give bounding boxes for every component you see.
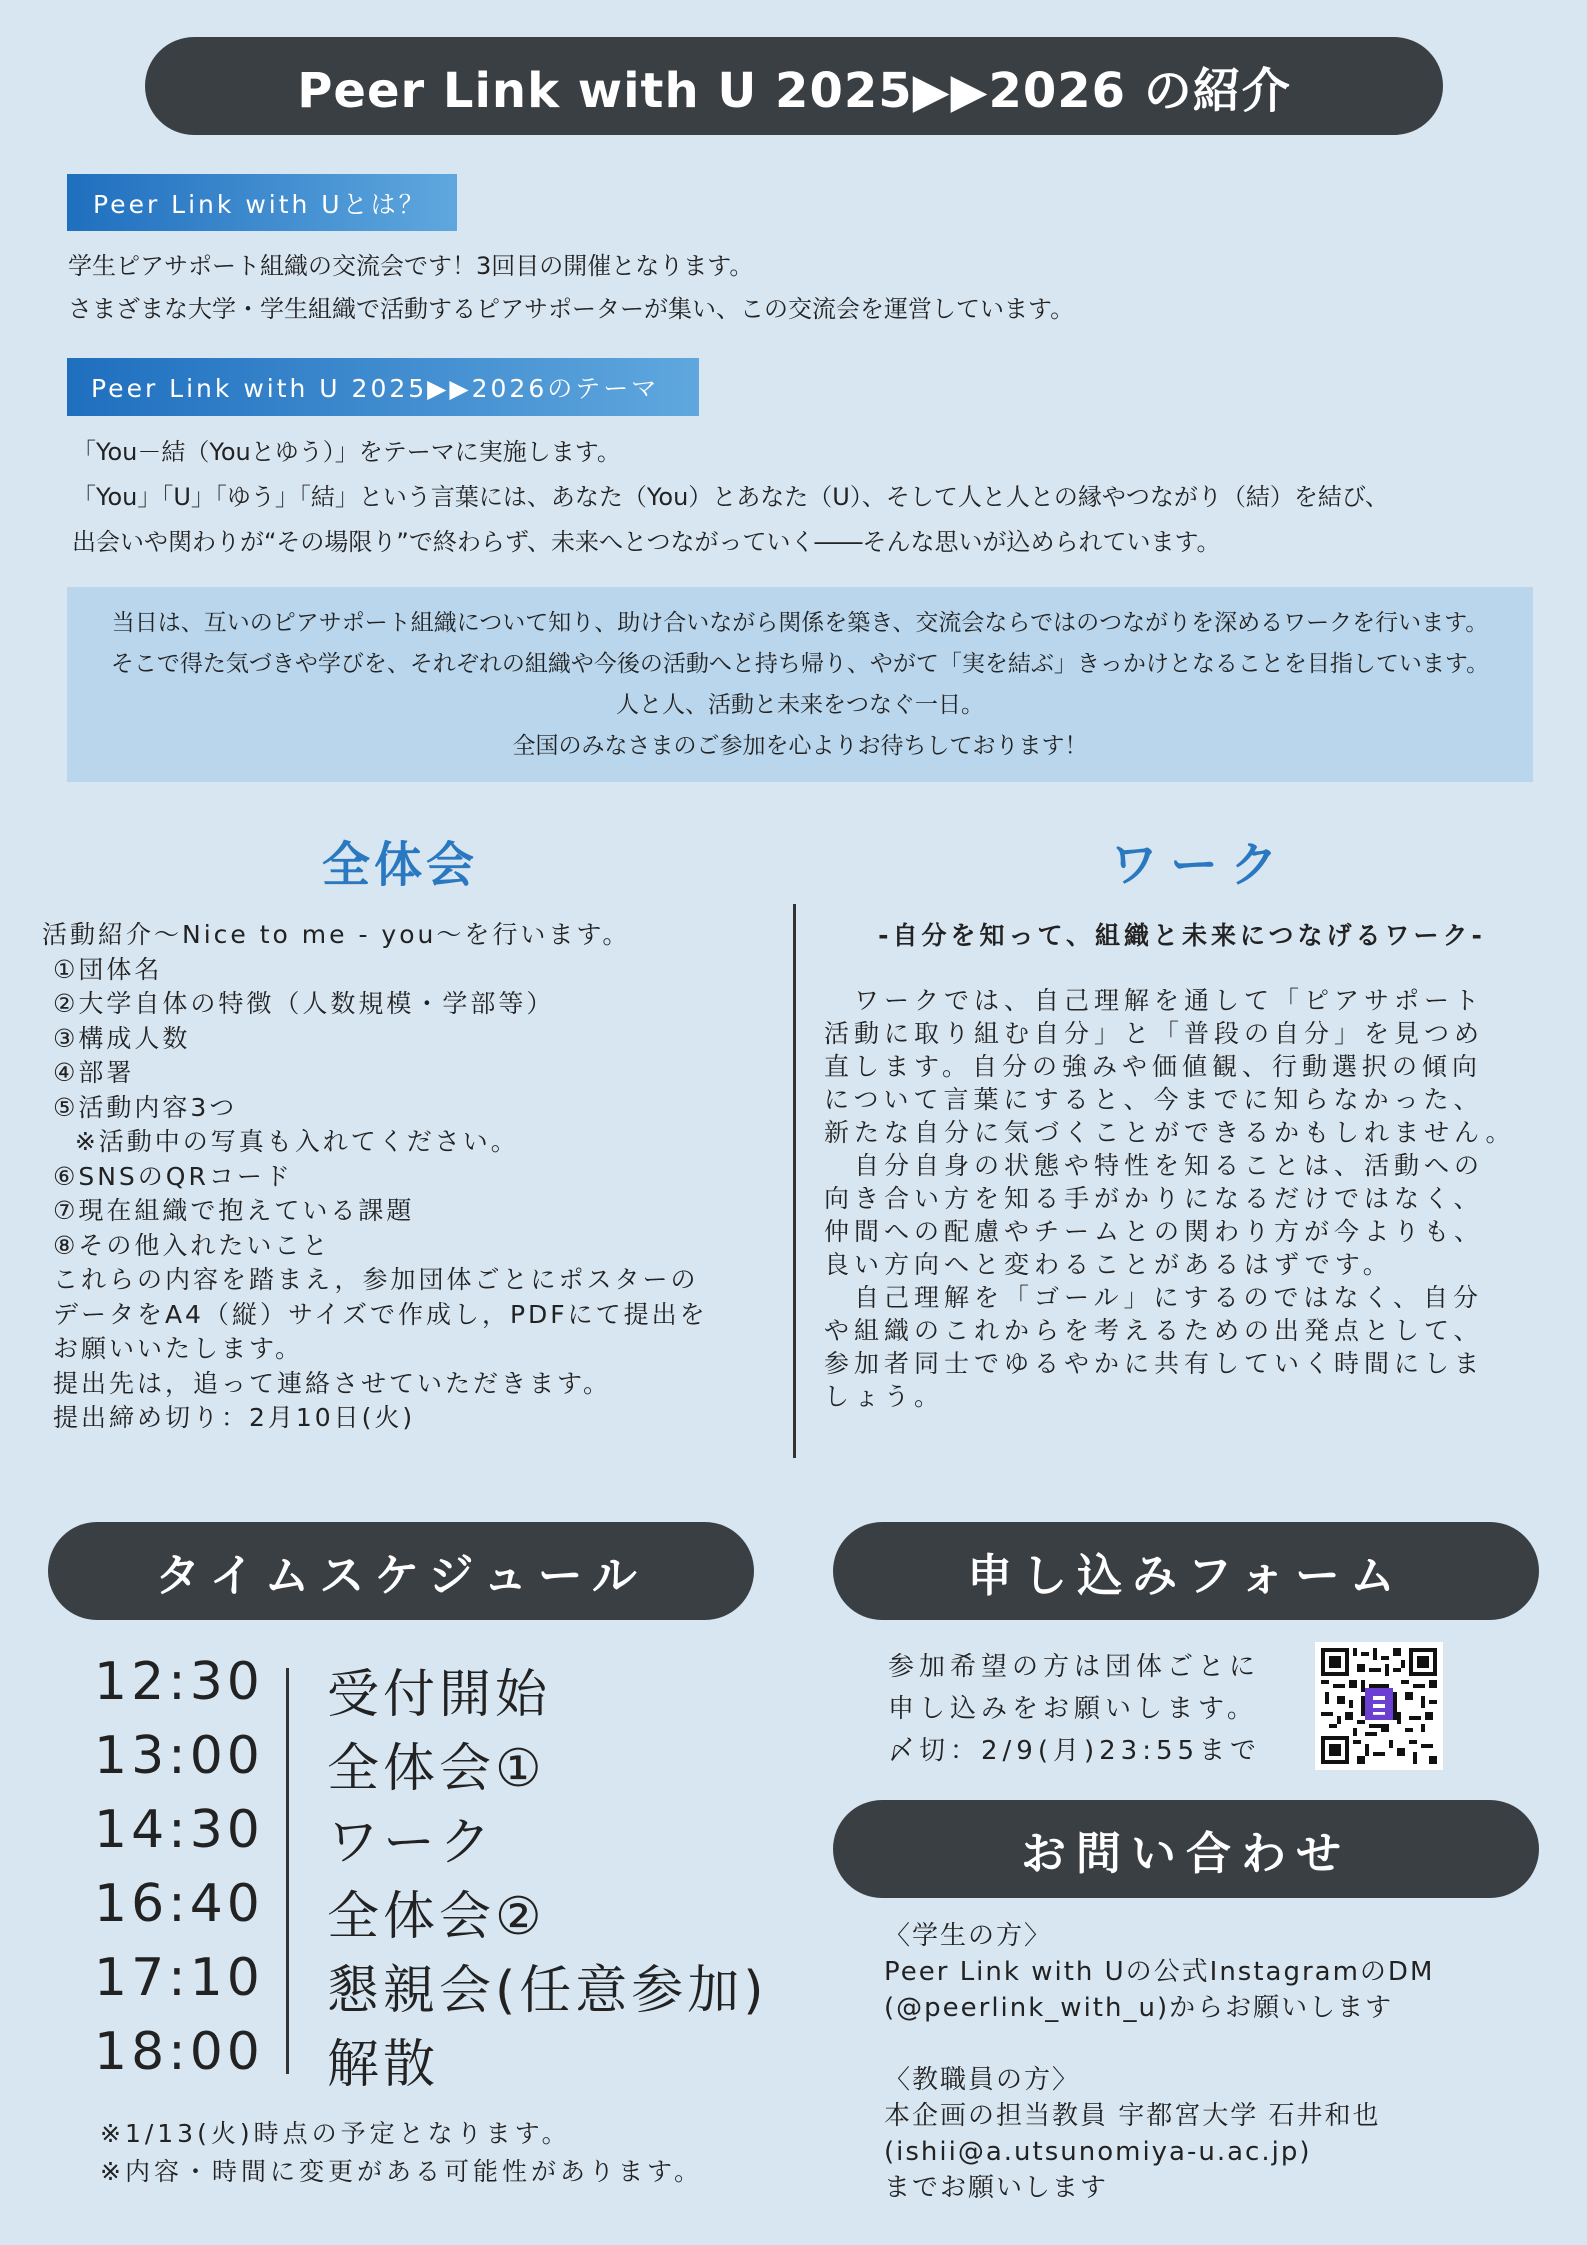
note-line: 人と人、活動と未来をつなぐ一日。 [616,691,984,718]
schedule-heading: タイムスケジュール [48,1522,754,1620]
work-subtitle: -自分を知って、組織と未来につなげるワーク- [878,921,1486,950]
general-description [42,918,802,1436]
about-tag: Peer Link with Uとは？ [67,174,457,231]
schedule-event: 受付開始 [327,1665,552,1725]
contact-heading: お問い合わせ [833,1800,1539,1898]
general-heading: 全体会 [321,837,478,893]
work-line: や組織のこれからを考えるための出発点として、 [824,1316,1484,1345]
work-line: 新たな自分に気づくことができるかもしれません。 [824,1118,1516,1147]
contact-line: (@peerlink_with_u)からお願いします [884,1993,1394,2023]
work-heading: ワーク [1109,837,1290,893]
form-heading: 申し込みフォーム [833,1522,1539,1620]
general-line: ⑥SNSのQRコード [42,1161,293,1191]
work-line: ワークでは、自己理解を通して「ピアサポート [824,986,1485,1015]
theme-line: 出会いや関わりが“その場限り”で終わらず、未来へとつながっていく――そんな思いが込められています。 [72,528,1221,556]
contact-line [884,2026,1434,2062]
general-line: ④部署 [42,1058,135,1087]
theme-line: 「You」「U」「ゆう」「結」という言葉には、あなた（You）とあなた（U）、そして人と人との縁やつながり（結）を結び、 [72,483,1389,511]
schedule-divider [286,1668,289,2074]
work-line: 活動に取り組む自分」と「普段の自分」を見つめ [824,1019,1485,1048]
column-divider [793,904,796,1458]
general-line: ⑤活動内容3つ [42,1092,238,1122]
contact-line: 〈学生の方〉 [884,1921,1053,1951]
general-line: 提出先は，追って連絡させていただきます。 [42,1368,611,1398]
note-line: そこで得た気づきや学びを、それぞれの組織や今後の活動へと持ち帰り、やがて「実を結ぶ」きっかけとなることを目指しています。 [110,650,1490,677]
note-line: 全国のみなさまのご参加を心よりお待ちしております！ [512,732,1088,759]
contact-line: までお願いします [884,2173,1109,2203]
general-line: 活動紹介～Nice to me - you～を行います。 [42,920,631,949]
general-line: ②大学自体の特徴（人数規模・学部等） [42,989,555,1018]
general-line: ①団体名 [42,954,163,984]
contact-line: 本企画の担当教員 宇都宮大学 石井和也 [884,2101,1381,2131]
note-line: 当日は、互いのピアサポート組織について知り、助け合いながら関係を築き、交流会ならではのつながりを深めるワークを行います。 [111,609,1489,636]
intro-note-box [67,587,1533,782]
general-line: ※活動中の写真も入れてください。 [42,1127,519,1156]
schedule-event: 全体会① [327,1739,546,1799]
general-line: お願いいたします。 [42,1334,303,1363]
schedule-event: 解散 [327,2035,440,2095]
about-line: 学生ピアサポート組織の交流会です！3回目の開催となります。 [68,252,754,280]
work-line: 参加者同士でゆるやかに共有していく時間にしま [824,1349,1485,1378]
theme-tag: Peer Link with U 2025▶▶2026のテーマ [67,358,699,416]
contact-line: 〈教職員の方〉 [884,2065,1081,2095]
contact-line: (ishii@a.utsunomiya-u.ac.jp) [884,2137,1312,2167]
theme-line: 「You－結（Youとゆう）」をテーマに実施します。 [72,438,621,466]
theme-text [72,430,1552,565]
about-line: さまざまな大学・学生組織で活動するピアサポーターが集い、この交流会を運営しています。 [68,295,1075,323]
work-description [824,984,1544,1413]
contact-text [884,1918,1434,2206]
form-line: 申し込みをお願いします。 [888,1694,1258,1724]
qr-code[interactable] [1315,1642,1443,1770]
work-line: について言葉にすると、今までに知らなかった、 [824,1085,1484,1114]
schedule-time: 16:40 [94,1874,264,1934]
contact-line: Peer Link with Uの公式InstagramのDM [884,1957,1435,1987]
work-line: 自分自身の状態や特性を知ることは、活動への [824,1151,1485,1180]
schedule-event: 全体会② [327,1887,546,1947]
schedule-time: 14:30 [94,1800,264,1860]
about-text [68,245,1468,331]
schedule-time: 17:10 [94,1948,264,2008]
work-line: 向き合い方を知る手がかりになるだけではなく、 [824,1184,1484,1213]
form-text [888,1646,1261,1772]
general-line: これらの内容を踏まえ，参加団体ごとにポスターの [42,1265,699,1294]
work-line: 自己理解を「ゴール」にするのではなく、自分 [824,1283,1484,1312]
general-line: ⑧その他入れたいこと [42,1230,331,1260]
form-line: 参加希望の方は団体ごとに [888,1652,1261,1682]
schedule-event: ワーク [327,1813,496,1873]
work-line: 仲間への配慮やチームとの関わり方が今よりも、 [824,1217,1485,1246]
schedule-event: 懇親会(任意参加) [327,1961,768,2021]
general-line: 提出締め切り：2月10日(火) [42,1403,416,1432]
page-title: Peer Link with U 2025▶▶2026 の紹介 [145,37,1443,135]
work-line: 直します。自分の強みや価値観、行動選択の傾向 [824,1052,1483,1081]
work-line: 良い方向へと変わることがあるはずです。 [824,1250,1393,1279]
general-line: データをA4（縦）サイズで作成し，PDFにて提出を [42,1299,708,1329]
schedule-time: 18:00 [94,2022,264,2082]
schedule-note: ※内容・時間に変更がある可能性があります。 [100,2157,703,2186]
general-line: ③構成人数 [42,1023,191,1053]
form-line: 〆切：2/9(月)23:55まで [888,1736,1262,1766]
schedule-time: 13:00 [94,1726,264,1786]
schedule-note: ※1/13(火)時点の予定となります。 [100,2119,571,2148]
general-line: ⑦現在組織で抱えている課題 [42,1196,415,1225]
schedule-time: 12:30 [94,1652,264,1712]
qr-code-icon [1321,1648,1437,1764]
work-line: しょう。 [824,1382,945,1411]
